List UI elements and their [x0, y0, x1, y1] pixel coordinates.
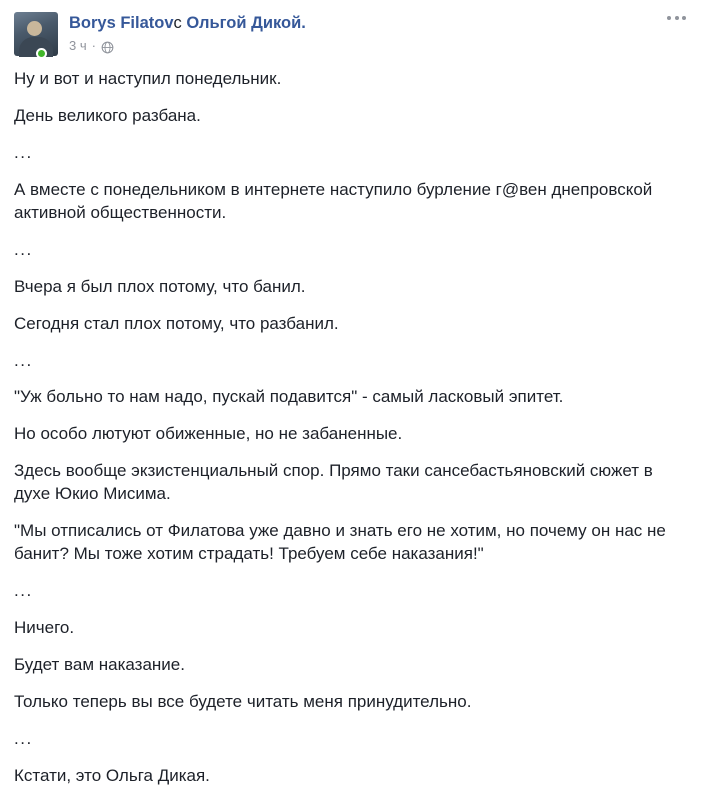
- post-header-text: [69, 12, 306, 54]
- post-paragraph: Вчера я был плох потому, что банил.: [14, 276, 306, 296]
- post-paragraph: Сегодня стал плох потому, что разбанил.: [14, 313, 339, 333]
- post-paragraph: Будет вам наказание.: [14, 654, 185, 674]
- post-paragraph-separator: ...: [14, 728, 33, 748]
- with-word: с: [173, 14, 182, 32]
- author-line: [69, 13, 306, 34]
- post-paragraph: Ничего.: [14, 618, 75, 637]
- post-paragraph: "Уж больно то нам надо, пускай подавится" - самый ласковый эпитет.: [14, 387, 564, 407]
- meta-separator: ·: [91, 37, 96, 53]
- post-paragraph: А вместе с понедельником в интернете наступило бурление г@вен днепровской активной общественности.: [14, 179, 653, 222]
- post-body: [0, 58, 702, 788]
- post-paragraph: Только теперь вы все будете читать меня принудительно.: [14, 691, 472, 711]
- post-paragraph: Кстати, это Ольга Дикая.: [14, 765, 210, 785]
- post-paragraph-separator: ...: [14, 142, 33, 162]
- post-paragraph: Здесь вообще экзистенциальный спор. Прямо таки сансебастьяновский сюжет в духе Юкио Мисима.: [14, 461, 653, 504]
- avatar-face: [27, 21, 42, 36]
- post-paragraph-separator: ...: [14, 350, 33, 370]
- post-paragraph: День великого разбана.: [14, 105, 201, 125]
- author-name-link[interactable]: Borys Filatov: [69, 14, 174, 32]
- post-meta: [69, 38, 306, 54]
- post-paragraph: Ну и вот и наступил понедельник.: [14, 69, 282, 88]
- post-timestamp[interactable]: 3 ч: [69, 37, 87, 53]
- post-paragraph: Но особо лютуют обиженные, но не забаненные.: [14, 424, 403, 444]
- globe-icon[interactable]: [101, 41, 114, 54]
- more-options-icon[interactable]: [667, 16, 686, 20]
- cotag-name-link[interactable]: Ольгой Дикой.: [186, 14, 306, 32]
- post-paragraph-separator: ...: [14, 239, 33, 259]
- online-indicator: [36, 48, 47, 59]
- post-paragraph-separator: ...: [14, 581, 33, 601]
- post-paragraph: "Мы отписались от Филатова уже давно и знать его не хотим, но почему он нас не банит? Мы тоже хотим страдать! Требуем себе наказания!": [14, 521, 666, 564]
- post-header: [0, 0, 702, 58]
